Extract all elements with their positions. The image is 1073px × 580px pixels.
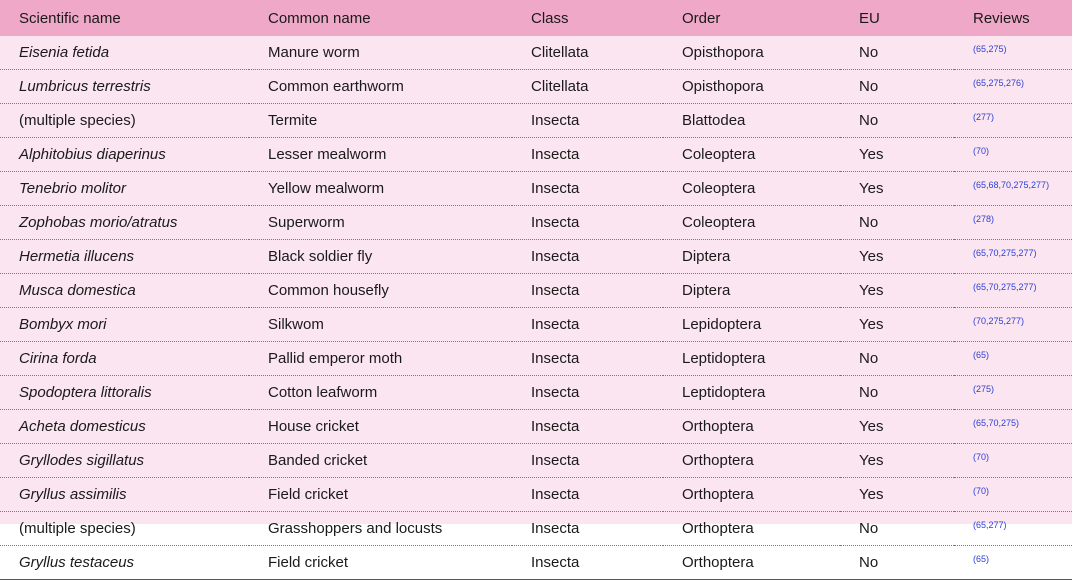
cell-common-name: Pallid emperor moth bbox=[249, 342, 512, 376]
cell-order: Blattodea bbox=[663, 104, 840, 138]
table-row bbox=[0, 410, 1072, 444]
table-row bbox=[0, 444, 1072, 478]
cell-reviews bbox=[954, 376, 1072, 410]
header-eu: EU bbox=[859, 9, 880, 27]
table-row bbox=[0, 512, 1072, 546]
header-order: Order bbox=[682, 9, 721, 27]
cell-class: Insecta bbox=[512, 342, 663, 376]
cell-scientific-name: Zophobas morio/atratus bbox=[0, 206, 249, 240]
reference-link[interactable]: (65,277) bbox=[973, 520, 1007, 530]
cell-scientific-name: Eisenia fetida bbox=[0, 36, 249, 70]
cell-scientific-name: Gryllodes sigillatus bbox=[0, 444, 249, 478]
cell-common-name: Yellow mealworm bbox=[249, 172, 512, 206]
cell-reviews bbox=[954, 172, 1072, 206]
cell-common-name: Manure worm bbox=[249, 36, 512, 70]
table-row bbox=[0, 342, 1072, 376]
reference-link[interactable]: (70) bbox=[973, 486, 990, 496]
cell-common-name: Field cricket bbox=[249, 478, 512, 512]
table-row bbox=[0, 70, 1072, 104]
reference-link[interactable]: (65,70,275,277) bbox=[973, 282, 1037, 292]
cell-eu: No bbox=[840, 36, 954, 70]
cell-common-name: Superworm bbox=[249, 206, 512, 240]
cell-order: Leptidoptera bbox=[663, 342, 840, 376]
cell-eu: No bbox=[840, 376, 954, 410]
table-row bbox=[0, 546, 1072, 580]
cell-eu: No bbox=[840, 512, 954, 546]
cell-reviews bbox=[954, 410, 1072, 444]
cell-scientific-name: Bombyx mori bbox=[0, 308, 249, 342]
cell-eu: No bbox=[840, 546, 954, 580]
cell-class: Insecta bbox=[512, 546, 663, 580]
cell-reviews bbox=[954, 70, 1072, 104]
table-row bbox=[0, 36, 1072, 70]
cell-reviews bbox=[954, 274, 1072, 308]
reference-link[interactable]: (70,275,277) bbox=[973, 316, 1025, 326]
cell-eu: Yes bbox=[840, 172, 954, 206]
cell-eu: Yes bbox=[840, 410, 954, 444]
cell-order: Opisthopora bbox=[663, 36, 840, 70]
cell-common-name: Lesser mealworm bbox=[249, 138, 512, 172]
cell-common-name: House cricket bbox=[249, 410, 512, 444]
cell-class: Insecta bbox=[512, 206, 663, 240]
cell-scientific-name: Hermetia illucens bbox=[0, 240, 249, 274]
cell-eu: No bbox=[840, 342, 954, 376]
cell-reviews bbox=[954, 546, 1072, 580]
cell-scientific-name: Lumbricus terrestris bbox=[0, 70, 249, 104]
cell-scientific-name: Alphitobius diaperinus bbox=[0, 138, 249, 172]
cell-common-name: Termite bbox=[249, 104, 512, 138]
table-body bbox=[0, 36, 1072, 580]
cell-order: Diptera bbox=[663, 274, 840, 308]
cell-common-name: Field cricket bbox=[249, 546, 512, 580]
cell-class: Insecta bbox=[512, 274, 663, 308]
header-scientific-name: Scientific name bbox=[19, 9, 121, 27]
reference-link[interactable]: (70) bbox=[973, 452, 990, 462]
cell-scientific-name: Gryllus testaceus bbox=[0, 546, 249, 580]
cell-class: Insecta bbox=[512, 376, 663, 410]
cell-scientific-name: Acheta domesticus bbox=[0, 410, 249, 444]
reference-link[interactable]: (65) bbox=[973, 554, 990, 564]
cell-eu: No bbox=[840, 206, 954, 240]
cell-common-name: Cotton leafworm bbox=[249, 376, 512, 410]
header-reviews: Reviews bbox=[973, 9, 1030, 27]
cell-order: Orthoptera bbox=[663, 444, 840, 478]
cell-common-name: Silkwom bbox=[249, 308, 512, 342]
reference-link[interactable]: (70) bbox=[973, 146, 990, 156]
cell-class: Insecta bbox=[512, 512, 663, 546]
reference-link[interactable]: (278) bbox=[973, 214, 995, 224]
table-row bbox=[0, 104, 1072, 138]
cell-class: Insecta bbox=[512, 104, 663, 138]
cell-eu: No bbox=[840, 70, 954, 104]
table-header-row bbox=[0, 0, 1072, 36]
cell-eu: Yes bbox=[840, 478, 954, 512]
cell-reviews bbox=[954, 444, 1072, 478]
cell-class: Clitellata bbox=[512, 36, 663, 70]
reference-link[interactable]: (65,70,275,277) bbox=[973, 248, 1037, 258]
cell-class: Insecta bbox=[512, 410, 663, 444]
table-row bbox=[0, 206, 1072, 240]
cell-common-name: Common housefly bbox=[249, 274, 512, 308]
cell-class: Insecta bbox=[512, 444, 663, 478]
cell-class: Clitellata bbox=[512, 70, 663, 104]
cell-common-name: Banded cricket bbox=[249, 444, 512, 478]
cell-common-name: Common earthworm bbox=[249, 70, 512, 104]
cell-eu: Yes bbox=[840, 138, 954, 172]
cell-class: Insecta bbox=[512, 172, 663, 206]
cell-reviews bbox=[954, 240, 1072, 274]
cell-eu: Yes bbox=[840, 444, 954, 478]
cell-order: Coleoptera bbox=[663, 206, 840, 240]
reference-link[interactable]: (65,275) bbox=[973, 44, 1007, 54]
table-row bbox=[0, 376, 1072, 410]
header-common-name: Common name bbox=[268, 9, 371, 27]
cell-order: Orthoptera bbox=[663, 410, 840, 444]
cell-eu: Yes bbox=[840, 274, 954, 308]
cell-eu: No bbox=[840, 104, 954, 138]
cell-order: Leptidoptera bbox=[663, 376, 840, 410]
cell-scientific-name: (multiple species) bbox=[0, 104, 249, 138]
table-row bbox=[0, 478, 1072, 512]
cell-class: Insecta bbox=[512, 478, 663, 512]
cell-order: Lepidoptera bbox=[663, 308, 840, 342]
cell-reviews bbox=[954, 36, 1072, 70]
cell-scientific-name: Musca domestica bbox=[0, 274, 249, 308]
table-row bbox=[0, 240, 1072, 274]
cell-order: Orthoptera bbox=[663, 546, 840, 580]
cell-order: Orthoptera bbox=[663, 478, 840, 512]
cell-scientific-name: Tenebrio molitor bbox=[0, 172, 249, 206]
cell-reviews bbox=[954, 512, 1072, 546]
cell-eu: Yes bbox=[840, 308, 954, 342]
cell-eu: Yes bbox=[840, 240, 954, 274]
cell-scientific-name: Gryllus assimilis bbox=[0, 478, 249, 512]
table-row bbox=[0, 308, 1072, 342]
cell-reviews bbox=[954, 478, 1072, 512]
cell-order: Orthoptera bbox=[663, 512, 840, 546]
cell-order: Coleoptera bbox=[663, 172, 840, 206]
table-row bbox=[0, 172, 1072, 206]
cell-order: Coleoptera bbox=[663, 138, 840, 172]
cell-scientific-name: Cirina forda bbox=[0, 342, 249, 376]
table-row bbox=[0, 274, 1072, 308]
cell-reviews bbox=[954, 138, 1072, 172]
reference-link[interactable]: (65) bbox=[973, 350, 990, 360]
cell-class: Insecta bbox=[512, 138, 663, 172]
table-row bbox=[0, 138, 1072, 172]
cell-common-name: Black soldier fly bbox=[249, 240, 512, 274]
cell-reviews bbox=[954, 342, 1072, 376]
reference-link[interactable]: (65,275,276) bbox=[973, 78, 1025, 88]
cell-reviews bbox=[954, 206, 1072, 240]
cell-order: Diptera bbox=[663, 240, 840, 274]
cell-reviews bbox=[954, 308, 1072, 342]
reference-link[interactable]: (65,68,70,275,277) bbox=[973, 180, 1050, 190]
reference-link[interactable]: (277) bbox=[973, 112, 995, 122]
cell-class: Insecta bbox=[512, 240, 663, 274]
cell-scientific-name: (multiple species) bbox=[0, 512, 249, 546]
cell-class: Insecta bbox=[512, 308, 663, 342]
header-class: Class bbox=[531, 9, 569, 27]
cell-scientific-name: Spodoptera littoralis bbox=[0, 376, 249, 410]
cell-order: Opisthopora bbox=[663, 70, 840, 104]
reference-link[interactable]: (65,70,275) bbox=[973, 418, 1020, 428]
cell-reviews bbox=[954, 104, 1072, 138]
cell-common-name: Grasshoppers and locusts bbox=[249, 512, 512, 546]
reference-link[interactable]: (275) bbox=[973, 384, 995, 394]
